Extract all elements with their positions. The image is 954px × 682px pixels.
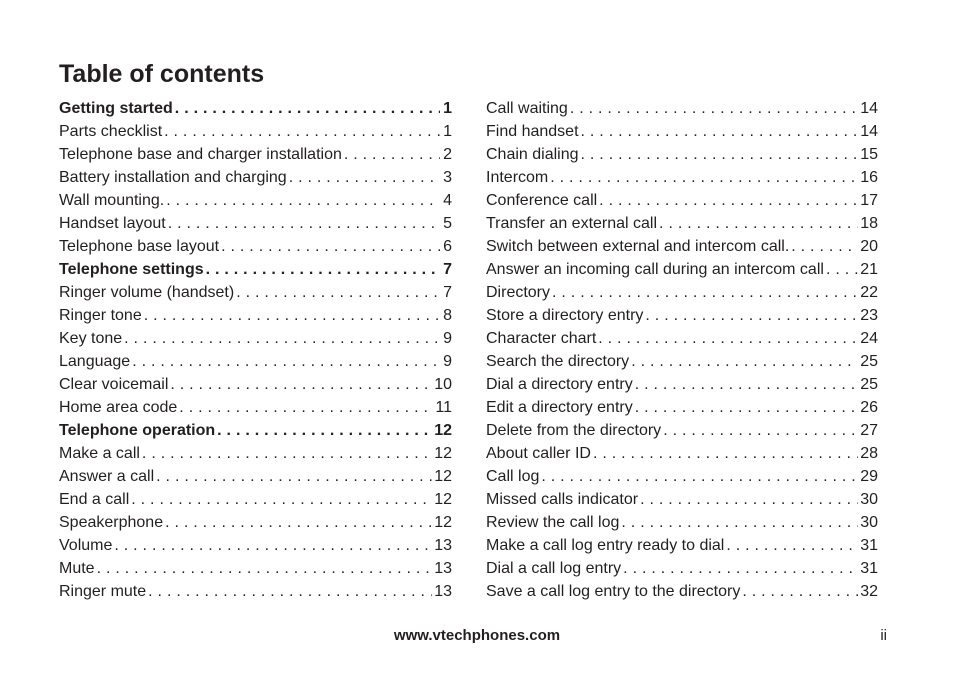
toc-page-number: 9	[443, 353, 452, 370]
toc-entry-label: Handset layout	[59, 215, 166, 232]
toc-entry	[486, 258, 878, 281]
toc-entry-label: Ringer mute	[59, 583, 147, 600]
dot-leader	[236, 281, 440, 304]
dot-leader	[166, 189, 440, 212]
dot-leader	[165, 511, 432, 534]
dot-leader	[97, 557, 433, 580]
dot-leader	[541, 465, 858, 488]
dot-leader	[599, 189, 858, 212]
toc-entry-label: Search the directory	[486, 353, 630, 370]
toc-entry	[486, 235, 878, 258]
toc-entry	[59, 557, 452, 580]
toc-entry-label: Telephone base layout	[59, 238, 220, 255]
dot-leader	[635, 396, 858, 419]
toc-page-number: 17	[860, 192, 878, 209]
page-title: Table of contents	[59, 60, 265, 88]
toc-page-number: 23	[860, 307, 878, 324]
toc-page-number: 30	[860, 491, 878, 508]
toc-entry	[486, 580, 878, 603]
toc-entry	[59, 580, 452, 603]
toc-section-heading	[59, 97, 452, 120]
toc-entry-label: Mute	[59, 560, 95, 577]
toc-entry-label: Answer an incoming call during an intercom call	[486, 261, 824, 278]
toc-entry-label: Directory	[486, 284, 551, 301]
toc-entry	[59, 511, 452, 534]
dot-leader	[570, 97, 858, 120]
toc-entry	[59, 465, 452, 488]
toc-entry-label: Make a call log entry ready to dial	[486, 537, 725, 554]
toc-entry	[59, 327, 452, 350]
toc-entry-label: Ringer tone	[59, 307, 142, 324]
dot-leader	[635, 373, 858, 396]
toc-entry-label: Find handset	[486, 123, 579, 140]
toc-entry	[59, 143, 452, 166]
dot-leader	[742, 580, 858, 603]
toc-entry	[59, 212, 452, 235]
toc-entry	[59, 281, 452, 304]
toc-page-number: 32	[860, 583, 878, 600]
dot-leader	[645, 304, 858, 327]
dot-leader	[289, 166, 440, 189]
toc-entry-label: Volume	[59, 537, 113, 554]
dot-leader	[552, 281, 858, 304]
toc-page-number: 13	[434, 583, 452, 600]
toc-page-number: 1	[443, 100, 452, 117]
dot-leader	[179, 396, 433, 419]
toc-entry	[59, 442, 452, 465]
toc-entry	[486, 465, 878, 488]
toc-entry	[486, 396, 878, 419]
toc-page-number: 1	[443, 123, 452, 140]
dot-leader	[344, 143, 440, 166]
toc-entry	[486, 166, 878, 189]
toc-entry-label: Call log	[486, 468, 540, 485]
toc-entry	[486, 189, 878, 212]
toc-page-number: 27	[860, 422, 878, 439]
toc-entry	[59, 396, 452, 419]
dot-leader	[175, 97, 440, 120]
toc-entry-label: Missed calls indicator	[486, 491, 639, 508]
toc-page-number: 18	[860, 215, 878, 232]
toc-page-number: 9	[443, 330, 452, 347]
toc-page-number: 31	[860, 560, 878, 577]
toc-page-number: 22	[860, 284, 878, 301]
toc-entry-label: Make a call	[59, 445, 140, 462]
toc-page-number: 31	[860, 537, 878, 554]
toc-page-number: 14	[860, 100, 878, 117]
toc-page-number: 13	[434, 537, 452, 554]
toc-page-number: 28	[860, 445, 878, 462]
toc-entry-label: Home area code	[59, 399, 178, 416]
toc-page-number: 7	[443, 284, 452, 301]
toc-entry	[486, 442, 878, 465]
toc-page-number: 24	[860, 330, 878, 347]
toc-entry	[59, 189, 452, 212]
toc-entry	[486, 419, 878, 442]
dot-leader	[144, 304, 440, 327]
toc-page-number: 12	[434, 468, 452, 485]
toc-entry-label: Save a call log entry to the directory	[486, 583, 741, 600]
toc-page-number: 15	[860, 146, 878, 163]
toc-entry-label: Telephone operation	[59, 422, 216, 439]
toc-entry	[486, 350, 878, 373]
toc-page-number: 10	[434, 376, 452, 393]
toc-entry-label: Conference call	[486, 192, 598, 209]
dot-leader	[791, 235, 858, 258]
dot-leader	[132, 350, 440, 373]
toc-entry-label: Transfer an external call	[486, 215, 658, 232]
dot-leader	[148, 580, 432, 603]
footer-page-number: ii	[880, 627, 887, 644]
toc-page-number: 6	[443, 238, 452, 255]
dot-leader	[164, 120, 440, 143]
toc-page-number: 5	[443, 215, 452, 232]
toc-entry	[486, 143, 878, 166]
dot-leader	[581, 143, 859, 166]
toc-entry	[59, 235, 452, 258]
dot-leader	[206, 258, 440, 281]
toc-entry	[59, 373, 452, 396]
dot-leader	[659, 212, 858, 235]
dot-leader	[631, 350, 858, 373]
toc-entry-label: Key tone	[59, 330, 123, 347]
toc-entry-label: Telephone settings	[59, 261, 204, 278]
toc-entry-label: Character chart	[486, 330, 597, 347]
dot-leader	[623, 557, 858, 580]
dot-leader	[170, 373, 432, 396]
toc-page-number: 26	[860, 399, 878, 416]
dot-leader	[131, 488, 432, 511]
dot-leader	[640, 488, 858, 511]
toc-entry	[59, 488, 452, 511]
toc-page-number: 12	[434, 422, 452, 439]
toc-entry-label: Getting started	[59, 100, 173, 117]
toc-entry-label: Telephone base and charger installation	[59, 146, 342, 163]
toc-entry-label: Dial a directory entry	[486, 376, 633, 393]
toc-entry	[486, 557, 878, 580]
toc-entry	[486, 281, 878, 304]
toc-entry-label: Switch between external and intercom call.	[486, 238, 790, 255]
toc-section-heading	[59, 419, 452, 442]
toc-entry-label: Clear voicemail	[59, 376, 169, 393]
toc-entry	[486, 488, 878, 511]
toc-page-number: 21	[860, 261, 878, 278]
toc-entry	[486, 97, 878, 120]
toc-entry-label: Call waiting	[486, 100, 568, 117]
toc-entry	[59, 120, 452, 143]
toc-page-number: 16	[860, 169, 878, 186]
toc-page-number: 25	[860, 376, 878, 393]
toc-entry-label: Language	[59, 353, 131, 370]
toc-entry	[486, 373, 878, 396]
toc-entry	[486, 120, 878, 143]
toc-entry	[486, 511, 878, 534]
toc-entry-label: Delete from the directory	[486, 422, 662, 439]
toc-entry-label: Parts checklist	[59, 123, 163, 140]
dot-leader	[593, 442, 858, 465]
toc-page-number: 13	[434, 560, 452, 577]
dot-leader	[142, 442, 432, 465]
toc-entry-label: Ringer volume (handset)	[59, 284, 235, 301]
toc-entry-label: Review the call log	[486, 514, 620, 531]
dot-leader	[550, 166, 858, 189]
toc-entry	[486, 212, 878, 235]
dot-leader	[621, 511, 858, 534]
toc-entry-label: Wall mounting.	[59, 192, 165, 209]
toc-entry-label: Chain dialing	[486, 146, 579, 163]
toc-entry	[59, 350, 452, 373]
dot-leader	[826, 258, 858, 281]
toc-entry-label: End a call	[59, 491, 130, 508]
dot-leader	[156, 465, 432, 488]
toc-section-heading	[59, 258, 452, 281]
dot-leader	[726, 534, 858, 557]
toc-entry-label: Intercom	[486, 169, 549, 186]
dot-leader	[663, 419, 858, 442]
toc-page-number: 30	[860, 514, 878, 531]
toc-right-column	[486, 97, 878, 603]
toc-page-number: 25	[860, 353, 878, 370]
toc-page-number: 2	[443, 146, 452, 163]
footer-url: www.vtechphones.com	[393, 627, 561, 644]
toc-page-number: 8	[443, 307, 452, 324]
toc-page-number: 14	[860, 123, 878, 140]
toc-entry-label: Edit a directory entry	[486, 399, 633, 416]
dot-leader	[114, 534, 432, 557]
toc-page-number: 12	[434, 514, 452, 531]
toc-entry-label: Dial a call log entry	[486, 560, 622, 577]
toc-entry	[59, 304, 452, 327]
toc-entry-label: Speakerphone	[59, 514, 164, 531]
toc-page-number: 20	[860, 238, 878, 255]
toc-entry	[486, 534, 878, 557]
toc-entry-label: Store a directory entry	[486, 307, 644, 324]
toc-entry	[486, 304, 878, 327]
toc-page-number: 7	[443, 261, 452, 278]
toc-entry-label: About caller ID	[486, 445, 591, 462]
toc-entry	[59, 166, 452, 189]
toc-entry-label: Battery installation and charging	[59, 169, 287, 186]
dot-leader	[581, 120, 859, 143]
dot-leader	[168, 212, 440, 235]
toc-left-column	[59, 97, 452, 603]
toc-entry	[486, 327, 878, 350]
toc-entry-label: Answer a call	[59, 468, 155, 485]
toc-page-number: 29	[860, 468, 878, 485]
dot-leader	[217, 419, 432, 442]
toc-entry	[59, 534, 452, 557]
toc-page-number: 4	[443, 192, 452, 209]
toc-page-number: 11	[435, 399, 452, 416]
toc-page-number: 3	[443, 169, 452, 186]
dot-leader	[221, 235, 440, 258]
toc-page-number: 12	[434, 445, 452, 462]
dot-leader	[124, 327, 440, 350]
dot-leader	[598, 327, 858, 350]
toc-page-number: 12	[434, 491, 452, 508]
